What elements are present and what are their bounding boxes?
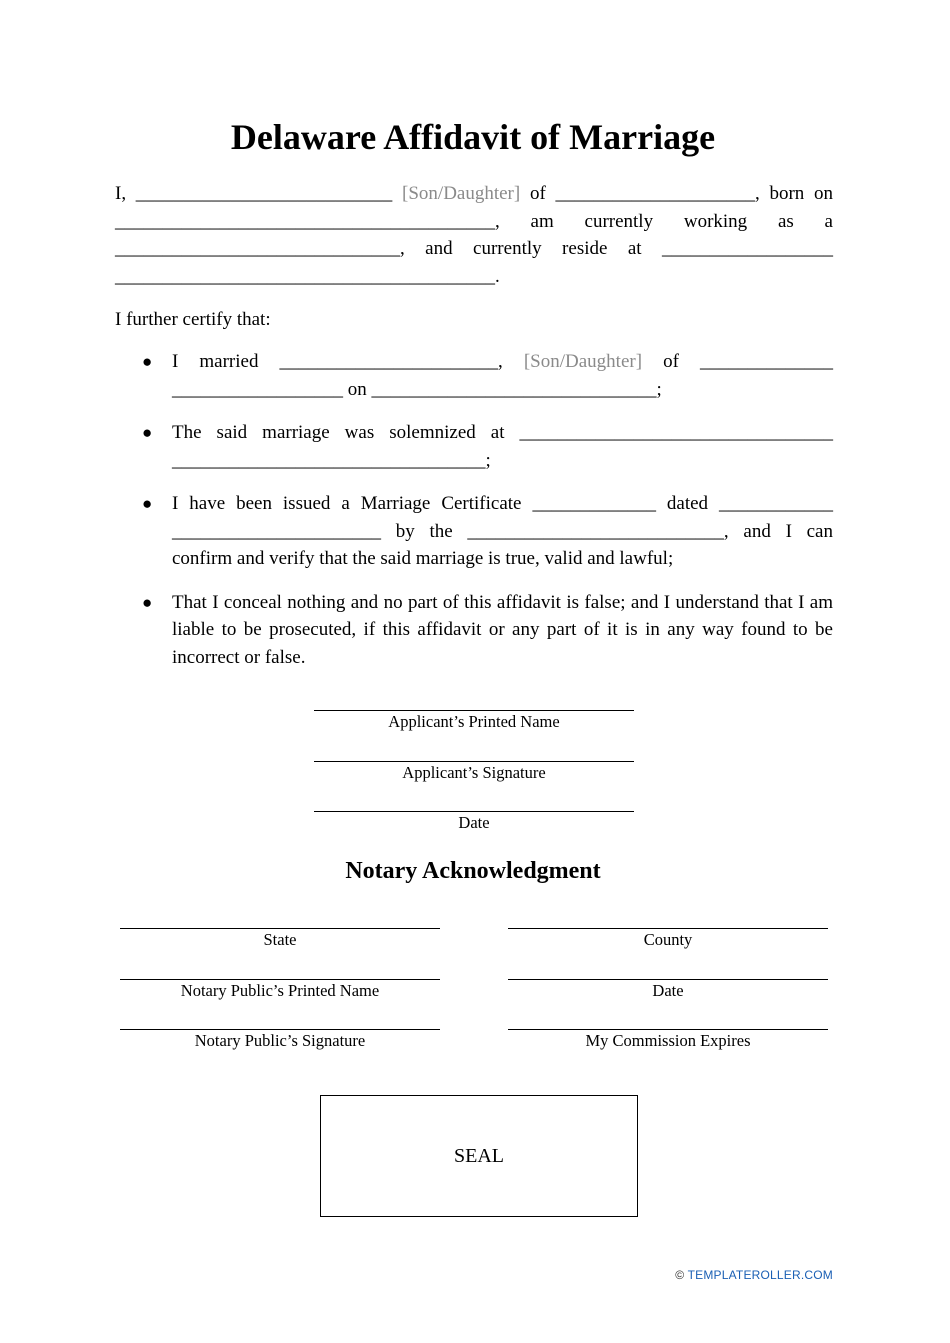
- footer-link[interactable]: TEMPLATEROLLER.COM: [687, 1268, 833, 1282]
- commission-expires-label: My Commission Expires: [585, 1031, 751, 1050]
- list-item-certificate: [115, 490, 833, 573]
- seal-box: [320, 1095, 638, 1217]
- notary-county-field: [508, 928, 828, 951]
- applicant-date-label: Date: [458, 813, 490, 832]
- applicant-signature-field: [314, 761, 634, 784]
- notary-date-field: [508, 979, 828, 1002]
- applicant-printed-name-field: [314, 710, 634, 733]
- married-text-2: of ______________ __________________ on ______________________________;: [172, 351, 833, 400]
- footer-credit: [675, 1268, 833, 1282]
- married-text-1: I married _______________________,: [172, 351, 524, 372]
- notary-title: Notary Acknowledgment: [345, 858, 601, 884]
- intro-text-1: I, ___________________________: [115, 183, 403, 204]
- notary-printed-name-label: Notary Public’s Printed Name: [180, 981, 380, 1000]
- bullet-icon: ●: [142, 494, 153, 513]
- certificate-text: I have been issued a Marriage Certificate _____________ dated ____________ ______________________ by the ___________________________, and I can confirm and verify that the said marriage is true, valid and lawful;: [172, 493, 833, 569]
- conceal-text: That I conceal nothing and no part of this affidavit is false; and I understand that I am liable to be prosecuted, if this affidavit or any part of it is in any way found to be incorrect or false.: [172, 591, 833, 668]
- solemnized-text: The said marriage was solemnized at _________________________________ _________________________________;: [172, 422, 833, 471]
- list-item-married: [115, 348, 833, 403]
- commission-expires-field: [508, 1029, 828, 1052]
- document-title: Delaware Affidavit of Marriage: [230, 117, 716, 157]
- state-label: State: [263, 930, 297, 949]
- bullet-icon: ●: [142, 352, 153, 371]
- intro-text-2: of _____________________, born on ________________________________________, am currently working as a ______________________________, and currently reside at __________________ ________________________________________.: [115, 183, 833, 287]
- copyright-symbol: ©: [675, 1268, 685, 1282]
- certify-heading: I further certify that:: [115, 309, 271, 330]
- son-daughter-placeholder: [Son/Daughter]: [402, 183, 521, 204]
- certification-list: [115, 348, 833, 671]
- notary-date-label: Date: [652, 981, 684, 1000]
- notary-state-field: [120, 928, 440, 951]
- list-item-solemnized: [115, 419, 833, 474]
- son-daughter-placeholder-2: [Son/Daughter]: [523, 351, 643, 372]
- intro-paragraph: [115, 180, 833, 290]
- bullet-icon: ●: [142, 423, 153, 442]
- list-item-conceal: [115, 589, 833, 672]
- notary-signature-label: Notary Public’s Signature: [194, 1031, 366, 1050]
- applicant-printed-name-label: Applicant’s Printed Name: [388, 712, 560, 731]
- county-label: County: [643, 930, 693, 949]
- bullet-icon: ●: [142, 592, 153, 612]
- applicant-date-field: [314, 811, 634, 834]
- notary-printed-name-field: [120, 979, 440, 1002]
- seal-label: SEAL: [454, 1144, 504, 1167]
- notary-signature-field: [120, 1029, 440, 1052]
- applicant-signature-label: Applicant’s Signature: [402, 763, 546, 782]
